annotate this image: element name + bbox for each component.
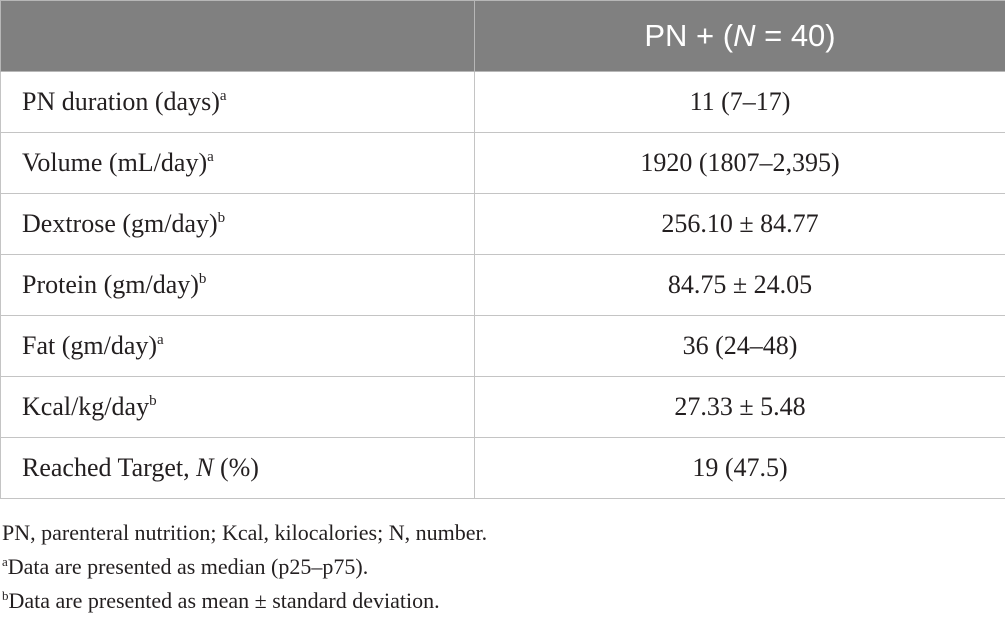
row-value: 84.75 ± 24.05 — [475, 255, 1005, 316]
row-footnote-mark: b — [149, 393, 157, 409]
row-label — [1, 377, 475, 438]
row-label-text: Kcal/kg/day — [22, 392, 150, 421]
row-value: 1920 (1807–2,395) — [475, 133, 1005, 194]
table-row — [1, 316, 1005, 377]
row-footnote-mark: b — [217, 210, 226, 226]
row-label-text: PN duration (days) — [22, 87, 220, 116]
row-value: 19 (47.5) — [475, 438, 1005, 499]
table-row — [1, 133, 1005, 194]
footnote-abbreviations: PN, parenteral nutrition; Kcal, kilocalories; N, number. — [2, 520, 488, 545]
row-footnote-mark: b — [198, 271, 207, 287]
row-label — [1, 133, 475, 194]
table-row — [1, 255, 1005, 316]
row-footnote-mark: a — [157, 332, 164, 348]
header-suffix: = 40) — [755, 18, 836, 53]
row-label-text: Dextrose (gm/day) — [22, 209, 218, 238]
row-value: 27.33 ± 5.48 — [475, 377, 1005, 438]
header-pn-group — [475, 1, 1005, 72]
row-footnote-mark: a — [219, 88, 227, 104]
footnote-a — [2, 550, 487, 584]
row-value: 11 (7–17) — [475, 72, 1005, 133]
footnote-b-mark: b — [2, 588, 9, 603]
footnote-b — [2, 584, 487, 618]
table-row — [1, 438, 1005, 499]
row-value: 256.10 ± 84.77 — [475, 194, 1005, 255]
row-label-suffix: (%) — [213, 453, 259, 482]
header-n-italic: N — [733, 18, 756, 53]
row-label-text: Protein (gm/day) — [22, 270, 199, 299]
table-header-row — [1, 1, 1005, 72]
row-label — [1, 194, 475, 255]
row-label — [1, 255, 475, 316]
footnote-a-mark: a — [2, 554, 8, 569]
footnote-b-text: Data are presented as mean ± standard deviation. — [8, 588, 440, 613]
table-footnotes — [2, 516, 487, 618]
row-label-text: Reached Target, — [22, 453, 197, 482]
row-label — [1, 72, 475, 133]
header-empty-cell — [1, 1, 475, 72]
row-label-text: Fat (gm/day) — [22, 331, 158, 360]
table-row — [1, 194, 1005, 255]
row-footnote-mark: a — [207, 149, 214, 165]
header-prefix: PN + ( — [644, 18, 734, 53]
table-row — [1, 377, 1005, 438]
row-label-italic: N — [196, 453, 214, 482]
row-value: 36 (24–48) — [475, 316, 1005, 377]
footnote-a-text: Data are presented as median (p25–p75). — [7, 554, 369, 579]
row-label — [1, 438, 475, 499]
row-label — [1, 316, 475, 377]
row-label-text: Volume (mL/day) — [22, 148, 208, 177]
table-row — [1, 72, 1005, 133]
